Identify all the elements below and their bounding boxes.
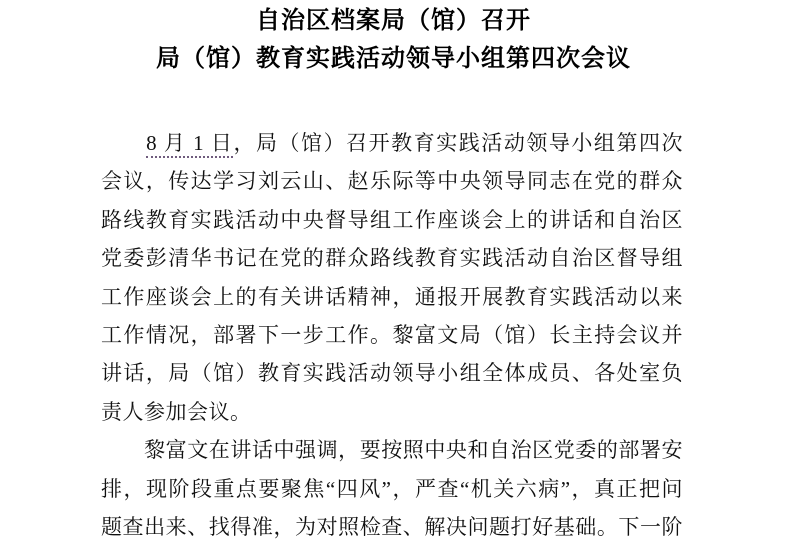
paragraph-indent <box>101 131 146 155</box>
body-line-text: ，局（馆）召开教育实践活动领导小组第四次 <box>233 131 684 155</box>
paragraph-2-line-3: 题查出来、找得准，为对照检查、解决问题打好基础。下一阶 <box>101 514 683 539</box>
paragraph-1-line-8: 责人参加会议。 <box>101 399 252 424</box>
paragraph-1-line-6: 工作情况，部署下一步工作。黎富文局（馆）长主持会议并 <box>101 322 683 347</box>
document-title-line-1: 自治区档案局（馆）召开 <box>256 7 531 34</box>
paragraph-1-line-3: 路线教育实践活动中央督导组工作座谈会上的讲话和自治区 <box>101 207 683 232</box>
paragraph-1-line-4: 党委彭清华书记在党的群众路线教育实践活动自治区督导组 <box>101 246 683 271</box>
document-body <box>101 124 683 546</box>
paragraph-2-line-1: 黎富文在讲话中强调，要按照中央和自治区党委的部署安 <box>101 438 683 463</box>
document-title-line-2: 局（馆）教育实践活动领导小组第四次会议 <box>156 45 631 72</box>
paragraph-1-line-5: 工作座谈会上的有关讲话精神，通报开展教育实践活动以来 <box>101 284 683 309</box>
date-text-grammar-underlined: 8 月 1 日 <box>146 131 233 158</box>
paragraph-2-line-2: 排，现阶段重点要聚焦“四风”，严查“机关六病”，真正把问 <box>101 476 683 501</box>
paragraph-1-line-1 <box>101 124 683 162</box>
paragraph-1-line-2: 会议，传达学习刘云山、赵乐际等中央领导同志在党的群众 <box>101 169 683 194</box>
paragraph-1-line-7: 讲话，局（馆）教育实践活动领导小组全体成员、各处室负 <box>101 361 683 386</box>
